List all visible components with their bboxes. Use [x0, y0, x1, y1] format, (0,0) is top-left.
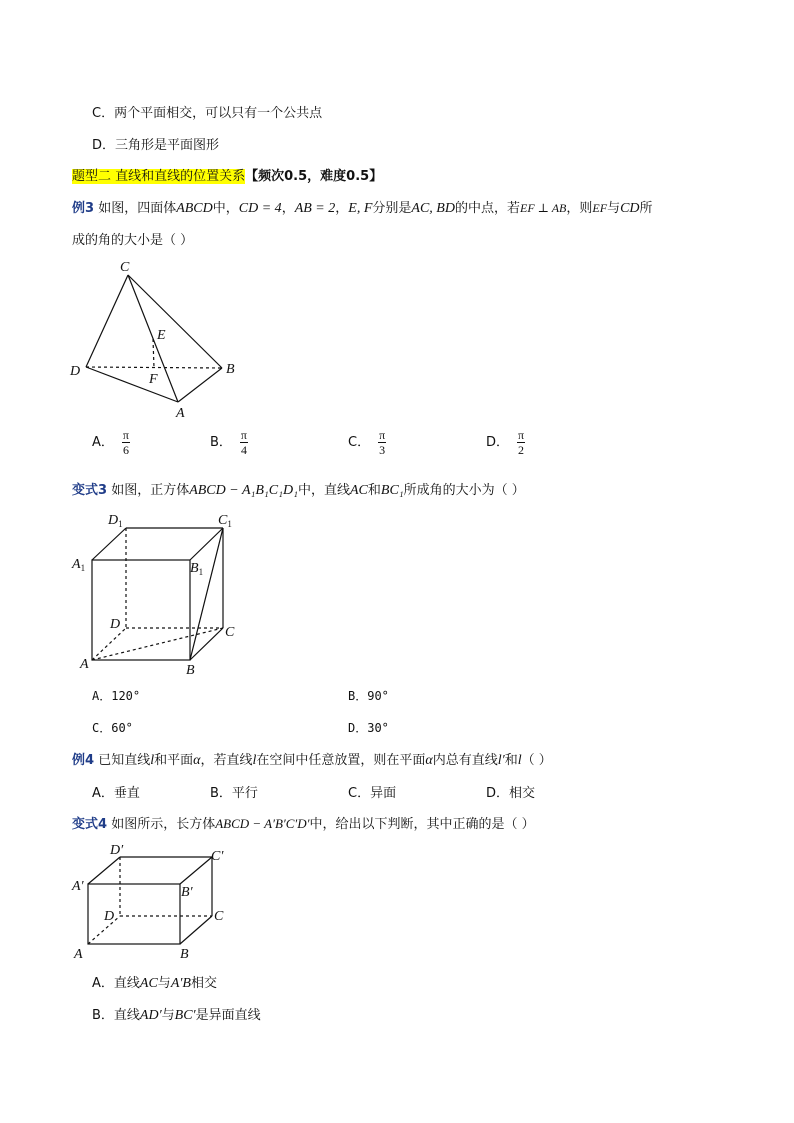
var3-math: ABCD − A₁B₁C₁D₁ — [189, 483, 298, 498]
edge-ad-hidden — [92, 628, 126, 660]
label-ap: A′ — [72, 879, 84, 894]
opt-label: D． — [486, 435, 510, 450]
cuboid-front-face — [88, 884, 180, 944]
ex4-option-c: C．异面 — [348, 786, 397, 801]
opt-text: 是异面直线 — [195, 1008, 261, 1023]
fraction — [122, 428, 130, 457]
ex3-option-c — [348, 428, 386, 457]
ex3-question-line2: 成的角的大小是（ ） — [72, 233, 194, 248]
var3-text: 如图，正方体 — [111, 483, 190, 498]
label-c1 — [218, 513, 232, 529]
diagonal-bc1 — [190, 528, 223, 660]
label-a: A — [80, 657, 89, 672]
ex4-question — [72, 749, 552, 769]
var3-question — [72, 479, 525, 499]
var3-option-d: D．30° — [348, 721, 389, 735]
opt-text: A．直线 — [92, 976, 140, 991]
opt-label: C． — [348, 435, 371, 450]
cube-front-face — [92, 560, 190, 660]
label-d1 — [107, 513, 123, 529]
ex4-math: α — [425, 753, 433, 768]
ex3-math: CD = 4 — [238, 201, 282, 216]
ex3-option-b — [210, 428, 248, 457]
cuboid-figure — [66, 838, 246, 964]
fraction-num: π — [122, 428, 129, 442]
label-dp: D′ — [110, 843, 124, 858]
fraction-den: 6 — [122, 443, 129, 457]
fraction — [517, 428, 525, 457]
label-b1 — [190, 561, 203, 577]
label-b: B — [226, 362, 235, 377]
fraction-den: 2 — [518, 443, 525, 457]
opt-math: AC — [139, 976, 158, 991]
ex3-text: ， — [335, 201, 349, 216]
fraction — [378, 428, 386, 457]
tetrahedron-figure — [62, 255, 252, 425]
label-bp: B′ — [181, 885, 193, 900]
edge-bc — [180, 916, 212, 944]
cube-figure — [68, 508, 248, 680]
label-c: C — [214, 909, 224, 924]
var4-question — [72, 813, 535, 832]
edge-db-hidden — [86, 367, 222, 368]
opt-label: A． — [92, 435, 114, 450]
label-c: C — [225, 625, 235, 640]
var3-option-b: B．90° — [348, 689, 389, 703]
ex4-math: l — [517, 753, 522, 768]
opt-text: B．直线 — [92, 1008, 140, 1023]
edge-da — [86, 367, 178, 402]
ex3-math: EF — [592, 201, 608, 215]
edge-ap-dp — [88, 857, 120, 884]
edge-ab — [178, 368, 222, 402]
section-header — [72, 165, 382, 184]
edge-bc — [190, 628, 223, 660]
var4-math: ABCD − A′B′C′D′ — [215, 816, 310, 831]
ex3-text: ，则 — [566, 201, 593, 216]
label-c: C — [120, 260, 130, 275]
opt-text: 与 — [161, 1008, 175, 1023]
label-subscript: 1 — [118, 519, 123, 529]
edge-cb — [128, 275, 222, 368]
label-subscript: 1 — [80, 563, 86, 573]
ex3-option-a — [92, 428, 130, 457]
edge-a1d1 — [92, 528, 126, 560]
var4-option-b — [92, 1004, 261, 1024]
ex3-text: 与 — [607, 201, 621, 216]
var3-option-c: C．60° — [92, 721, 133, 735]
label-subscript: 1 — [198, 567, 204, 577]
ex4-option-d: D．相交 — [486, 786, 536, 801]
ex4-math: l — [150, 753, 155, 768]
var4-tag: 变式4 — [72, 817, 108, 832]
opt-math: A′B — [170, 976, 191, 991]
label-letter: A — [72, 557, 81, 572]
ex3-text: 分别是 — [372, 201, 412, 216]
ex4-math: l — [252, 753, 257, 768]
opt-math: AD′ — [139, 1008, 162, 1023]
label-a: A — [176, 406, 185, 421]
fraction — [240, 428, 248, 457]
ex3-math: AB = 2 — [294, 201, 336, 216]
label-d: D — [104, 909, 115, 924]
var3-option-a: A．120° — [92, 689, 141, 703]
var4-text: 中，给出以下判断，其中正确的是（ ） — [309, 817, 535, 832]
opt-text: 相交 — [190, 976, 217, 991]
ex4-option-a: A．垂直 — [92, 786, 140, 801]
label-cp: C′ — [211, 849, 224, 864]
opt-math: BC′ — [174, 1008, 196, 1023]
label-d: D — [110, 617, 121, 632]
label-f: F — [149, 372, 158, 387]
ex4-option-b: B．平行 — [210, 786, 258, 801]
option-c-prev: C．两个平面相交，可以只有一个公共点 — [92, 106, 323, 121]
ex3-math: EF ⊥ AB — [519, 201, 567, 215]
var3-tag: 变式3 — [72, 483, 108, 498]
label-e: E — [157, 328, 166, 343]
fraction-num: π — [379, 428, 386, 442]
ex3-math: ABCD — [176, 201, 213, 216]
ex3-tag: 例3 — [72, 201, 95, 216]
label-b: B — [186, 663, 195, 678]
ex3-math: E, F — [348, 201, 373, 216]
var4-text: 如图所示，长方体 — [111, 817, 216, 832]
fraction-num: π — [240, 428, 247, 442]
diagonal-ac-hidden — [92, 628, 223, 660]
section-meta: 【频次0.5，难度0.5】 — [245, 169, 383, 184]
var3-text: 和 — [367, 483, 381, 498]
opt-label: B． — [210, 435, 232, 450]
ex4-text: ，若直线 — [200, 753, 253, 768]
label-a: A — [74, 947, 83, 962]
var3-math: AC — [350, 483, 368, 498]
edge-bp-cp — [180, 857, 212, 884]
fraction-den: 3 — [379, 443, 386, 457]
edge-b1c1 — [190, 528, 223, 560]
var3-text: 所成角的大小为（ ） — [403, 483, 525, 498]
ex4-text: 已知直线 — [98, 753, 151, 768]
label-letter: C — [218, 513, 228, 528]
ex3-math: AC, BD — [411, 201, 455, 216]
ex3-option-d — [486, 428, 525, 457]
ex4-text: 在空间中任意放置，则在平面 — [256, 753, 426, 768]
var3-math: BC₁ — [380, 483, 404, 498]
opt-text: 与 — [157, 976, 171, 991]
label-d: D — [70, 364, 81, 379]
var3-text: 中，直线 — [297, 483, 350, 498]
option-d-prev: D．三角形是平面图形 — [92, 138, 220, 153]
ex3-text: 的中点，若 — [454, 201, 520, 216]
ex3-question-line1 — [72, 197, 653, 217]
segment-ef — [153, 339, 154, 368]
label-letter: D — [108, 513, 119, 528]
ex4-tag: 例4 — [72, 753, 95, 768]
fraction-num: π — [518, 428, 525, 442]
label-b: B — [180, 947, 189, 962]
label-a1 — [71, 557, 85, 573]
fraction-den: 4 — [240, 443, 247, 457]
ex4-text: 和平面 — [154, 753, 194, 768]
section-title: 题型二 直线和直线的位置关系 — [72, 169, 246, 184]
ex4-math: α — [193, 753, 201, 768]
label-subscript: 1 — [227, 519, 232, 529]
ex3-math: CD — [620, 201, 640, 216]
ex3-text: ， — [281, 201, 295, 216]
ex3-text: 中， — [212, 201, 239, 216]
ex4-text: 内总有直线 — [432, 753, 498, 768]
ex3-text: 如图，四面体 — [98, 201, 177, 216]
edge-cd — [86, 275, 128, 367]
label-letter: B — [190, 561, 199, 576]
ex4-math: l′ — [497, 753, 505, 768]
ex4-text: （ ） — [521, 753, 552, 768]
var4-option-a — [92, 972, 217, 992]
ex3-text: 所 — [639, 201, 653, 216]
ex4-text: 和 — [504, 753, 518, 768]
